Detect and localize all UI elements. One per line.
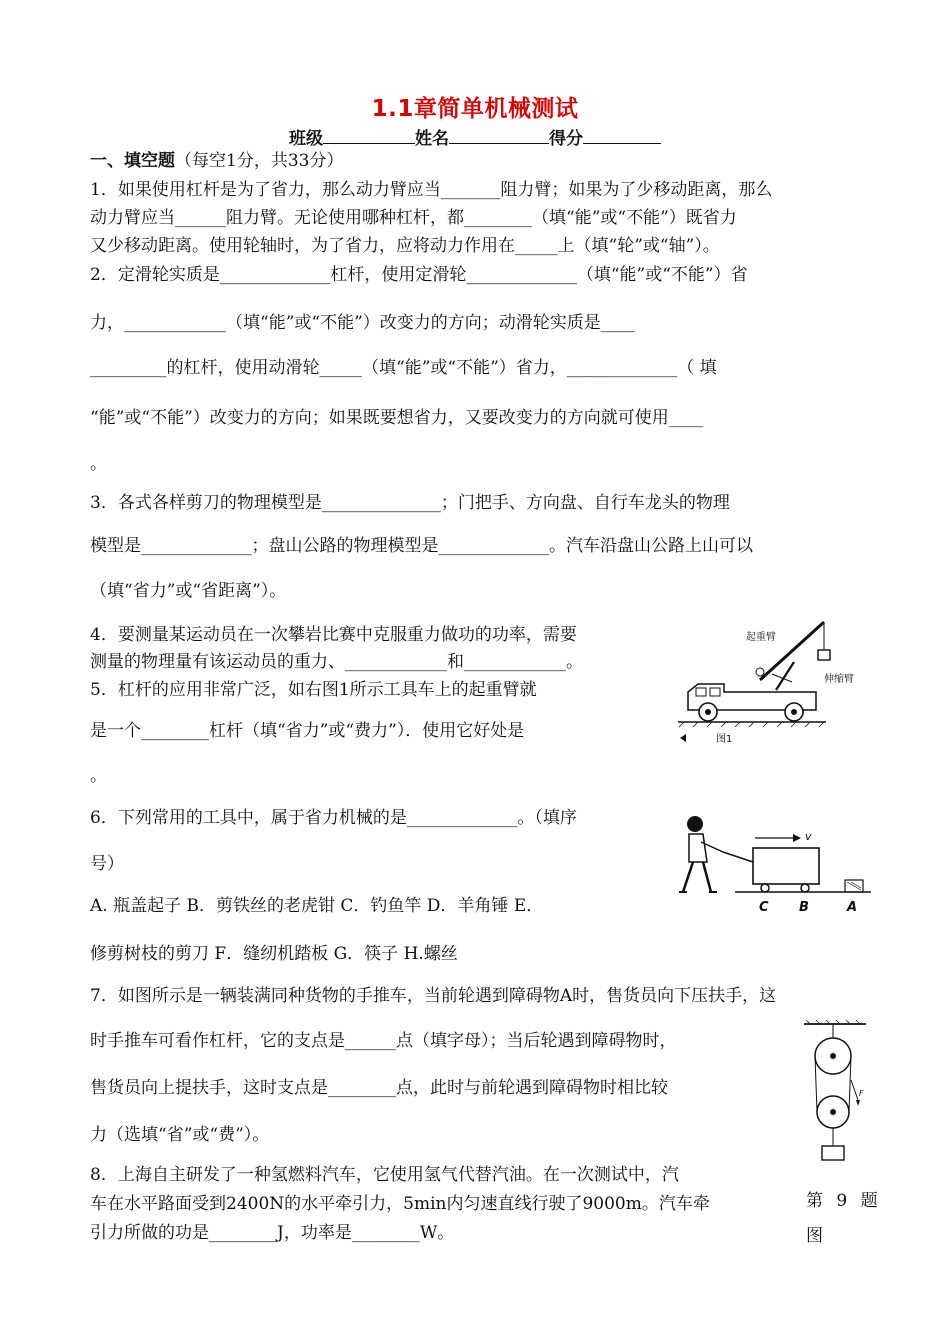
class-blank	[323, 127, 415, 144]
q2-line-4: “能”或“不能”）改变力的方向；如果既要想省力，又要改变力的方向就可使用____	[90, 408, 703, 428]
crane-truck-figure	[676, 612, 876, 752]
point-c-label: C	[759, 900, 769, 915]
q2-line-5: 。	[90, 454, 107, 474]
point-a-label: A	[847, 900, 858, 915]
q5-line-2: 是一个________杠杆（填“省力”或“费力”）．使用它好处是	[90, 721, 525, 741]
pulley-figure	[800, 1020, 870, 1165]
q3-line-3: （填“省力”或“省距离”）。	[90, 581, 287, 601]
q6-options-1: A. 瓶盖起子 B．剪铁丝的老虎钳 C．钓鱼竿 D．羊角锤 E．	[90, 896, 544, 916]
q8-line-1: 8．上海自主研发了一种氢燃料汽车，它使用氢气代替汽油。在一次测试中，汽	[90, 1165, 679, 1185]
score-blank	[583, 127, 661, 144]
q1-line-2: 动力臂应当______阻力臂。无论使用哪种杠杆，都________（填“能”或“不能”）既省力	[90, 208, 737, 228]
crane-figure-caption: 图1	[716, 734, 733, 745]
point-b-label: B	[799, 900, 809, 915]
name-label: 姓名	[415, 129, 449, 149]
section-title: 一、填空题	[90, 151, 175, 171]
crane-label-boom: 起重臂	[746, 632, 776, 643]
pulley-caption-2: 图	[806, 1226, 823, 1246]
q3-line-1: 3．各式各样剪刀的物理模型是______________；门把手、方向盘、自行车龙头的物理	[90, 493, 730, 513]
q8-line-2: 车在水平路面受到2400N的水平牵引力，5min内匀速直线行驶了9000m。汽车牵	[90, 1194, 710, 1214]
q4-line-1: 4．要测量某运动员在一次攀岩比赛中克服重力做功的功率，需要	[90, 625, 577, 645]
student-info-row	[0, 124, 950, 149]
q6-line-1: 6．下列常用的工具中，属于省力机械的是_____________。（填序	[90, 808, 577, 828]
cart-velocity-label: v	[805, 830, 812, 843]
pulley-caption-1: 第 9 题	[806, 1191, 882, 1211]
q2-line-1: 2．定滑轮实质是_____________杠杆，使用定滑轮_____________（填“能”或“不能”）省	[90, 265, 748, 285]
q7-line-1: 7．如图所示是一辆装满同种货物的手推车，当前轮遇到障碍物A时，售货员向下压扶手，这	[90, 986, 777, 1006]
q6-line-2: 号）	[90, 854, 124, 874]
name-blank	[449, 127, 549, 144]
q1-line-1: 1．如果使用杠杆是为了省力，那么动力臂应当_______阻力臂；如果为了少移动距离，那么	[90, 180, 773, 200]
page-title: 1.1章简单机械测试	[371, 96, 579, 122]
q1-line-3: 又少移动距离。使用轮轴时，为了省力，应将动力作用在_____上（填“轮”或“轴”）。	[90, 236, 720, 256]
q7-line-3: 售货员向上提扶手，这时支点是________点，此时与前轮遇到障碍物时相比较	[90, 1078, 668, 1098]
section-note: （每空1分，共33分）	[175, 151, 344, 171]
force-label: F	[859, 1089, 864, 1098]
q4-line-2: 测量的物理量有该运动员的重力、____________和____________。	[90, 652, 583, 672]
q5-line-3: 。	[90, 766, 107, 786]
q7-line-2: 时手推车可看作杠杆，它的支点是______点（填字母）；当后轮遇到障碍物时，	[90, 1031, 677, 1051]
q6-options-2: 修剪树枝的剪刀 F．缝纫机踏板 G．筷子 H.螺丝	[90, 944, 458, 964]
q3-line-2: 模型是_____________；盘山公路的物理模型是_____________。汽车沿盘山公路上山可以	[90, 536, 753, 556]
q2-line-3: _________的杠杆，使用动滑轮_____（填“能”或“不能”）省力，_____________（ 填	[90, 358, 717, 378]
section-heading	[90, 150, 343, 172]
q7-line-4: 力（选填“省”或“费”）。	[90, 1125, 270, 1145]
crane-label-arm: 伸缩臂	[824, 674, 854, 685]
class-label: 班级	[289, 129, 323, 149]
cart-figure	[675, 812, 875, 917]
q2-line-2: 力，____________（填“能”或“不能”）改变力的方向；动滑轮实质是____	[90, 313, 635, 333]
score-label: 得分	[549, 129, 583, 149]
q5-line-1: 5．杠杆的应用非常广泛，如右图1所示工具车上的起重臂就	[90, 680, 537, 700]
q8-line-3: 引力所做的功是________J，功率是________W。	[90, 1223, 455, 1243]
